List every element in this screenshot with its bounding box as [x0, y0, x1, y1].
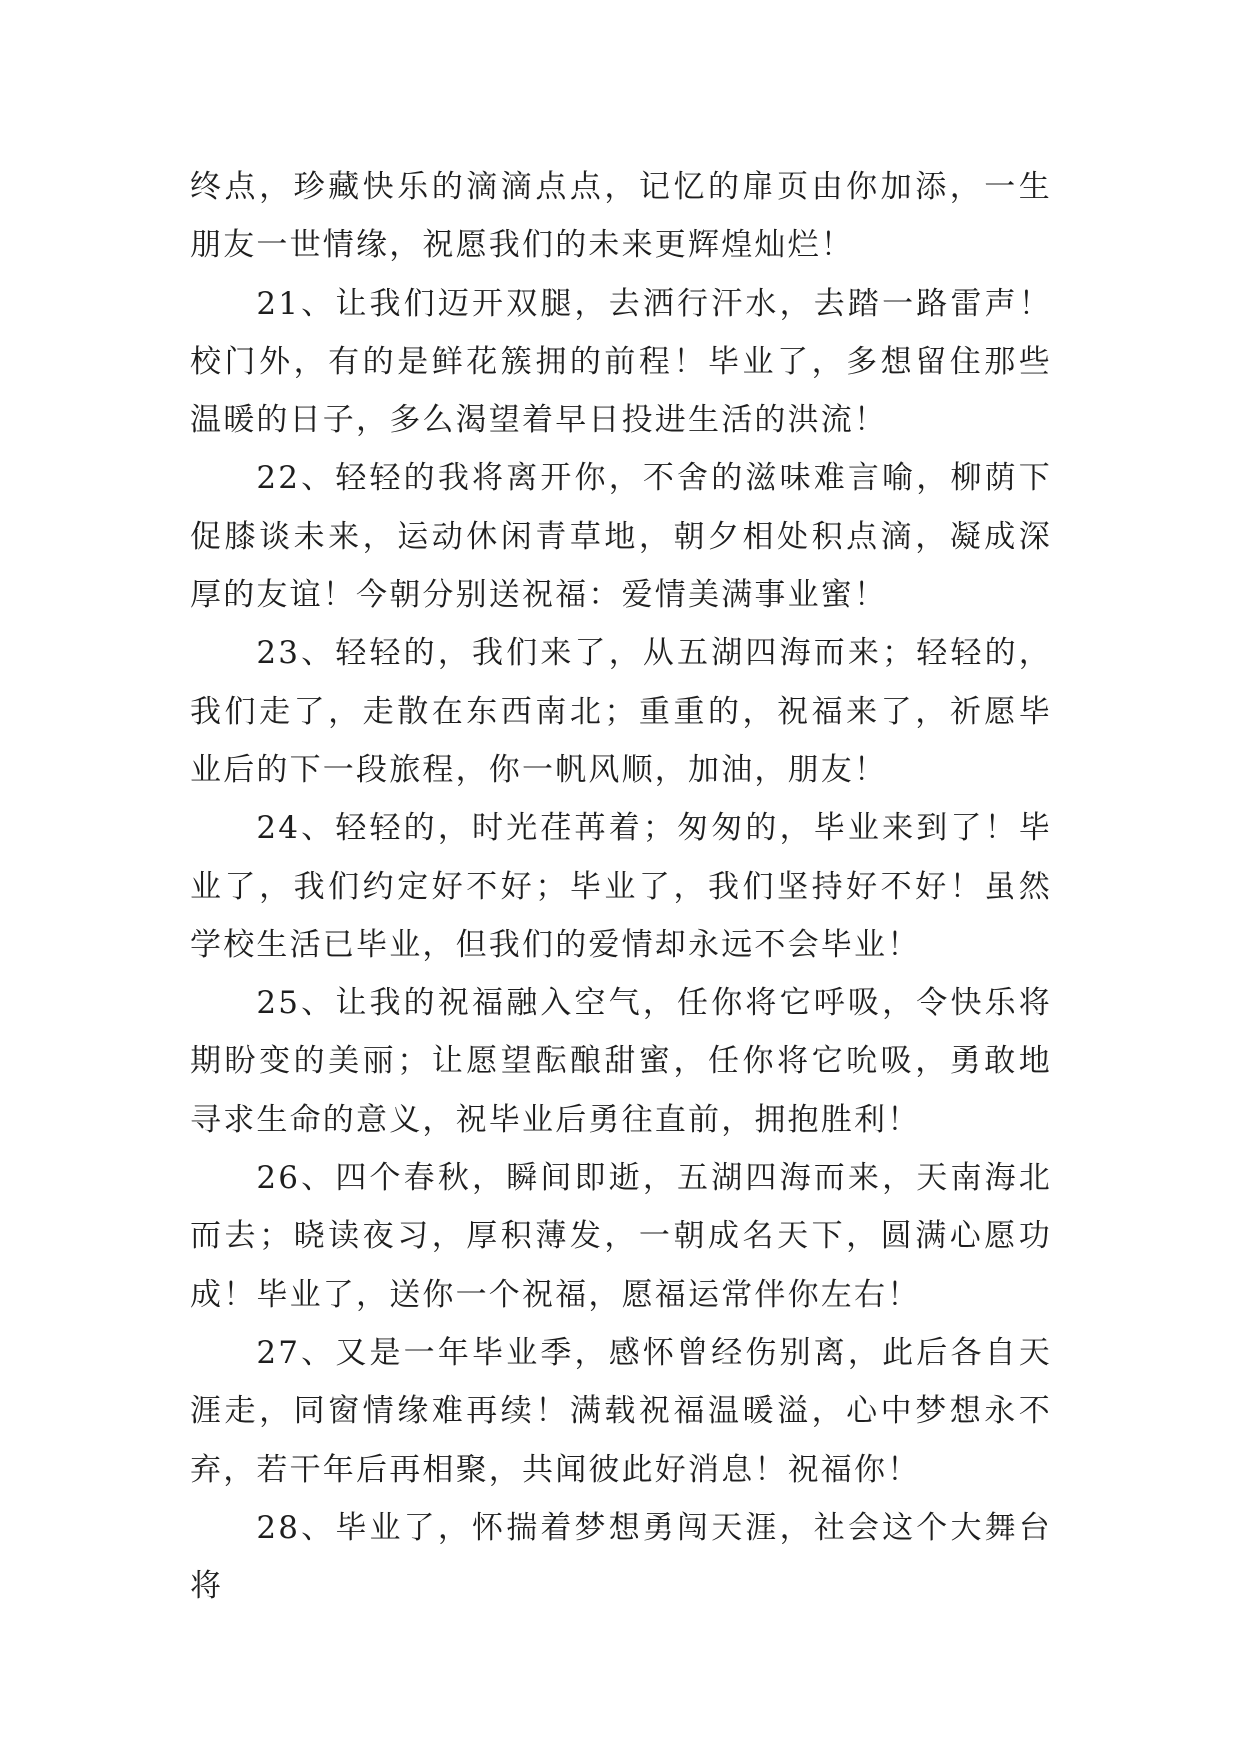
paragraph: 25、让我的祝福融入空气，任你将它呼吸，令快乐将期盼变的美丽；让愿望酝酿甜蜜，任你将它吮吸，勇敢地寻求生命的意义，祝毕业后勇往直前，拥抱胜利！ — [190, 985, 1052, 1138]
paragraph: 终点，珍藏快乐的滴滴点点，记忆的扉页由你加添，一生朋友一世情缘，祝愿我们的未来更辉煌灿烂！ — [190, 169, 1052, 264]
body-text — [190, 158, 1052, 1615]
paragraph: 22、轻轻的我将离开你，不舍的滋味难言喻，柳荫下促膝谈未来，运动休闲青草地，朝夕相处积点滴，凝成深厚的友谊！今朝分别送祝福：爱情美满事业蜜！ — [190, 460, 1052, 614]
paragraph: 26、四个春秋，瞬间即逝，五湖四海而来，天南海北而去；晓读夜习，厚积薄发，一朝成名天下，圆满心愿功成！毕业了，送你一个祝福，愿福运常伴你左右！ — [190, 1160, 1052, 1313]
paragraph: 21、让我们迈开双腿，去洒行汗水，去踏一路雷声！校门外，有的是鲜花簇拥的前程！毕业了，多想留住那些温暖的日子，多么渴望着早日投进生活的洪流！ — [190, 285, 1052, 439]
paragraph: 24、轻轻的，时光荏苒着；匆匆的，毕业来到了！毕业了，我们约定好不好；毕业了，我们坚持好不好！虽然学校生活已毕业，但我们的爱情却永远不会毕业！ — [190, 810, 1052, 963]
paragraph: 28、毕业了，怀揣着梦想勇闯天涯，社会这个大舞台将 — [190, 1509, 1052, 1605]
paragraph: 23、轻轻的，我们来了，从五湖四海而来；轻轻的，我们走了，走散在东西南北；重重的，祝福来了，祈愿毕业后的下一段旅程，你一帆风顺，加油，朋友！ — [190, 635, 1052, 788]
paragraph: 27、又是一年毕业季，感怀曾经伤别离，此后各自天涯走，同窗情缘难再续！满载祝福温暖溢，心中梦想永不弃，若干年后再相聚，共闻彼此好消息！祝福你！ — [190, 1334, 1052, 1488]
